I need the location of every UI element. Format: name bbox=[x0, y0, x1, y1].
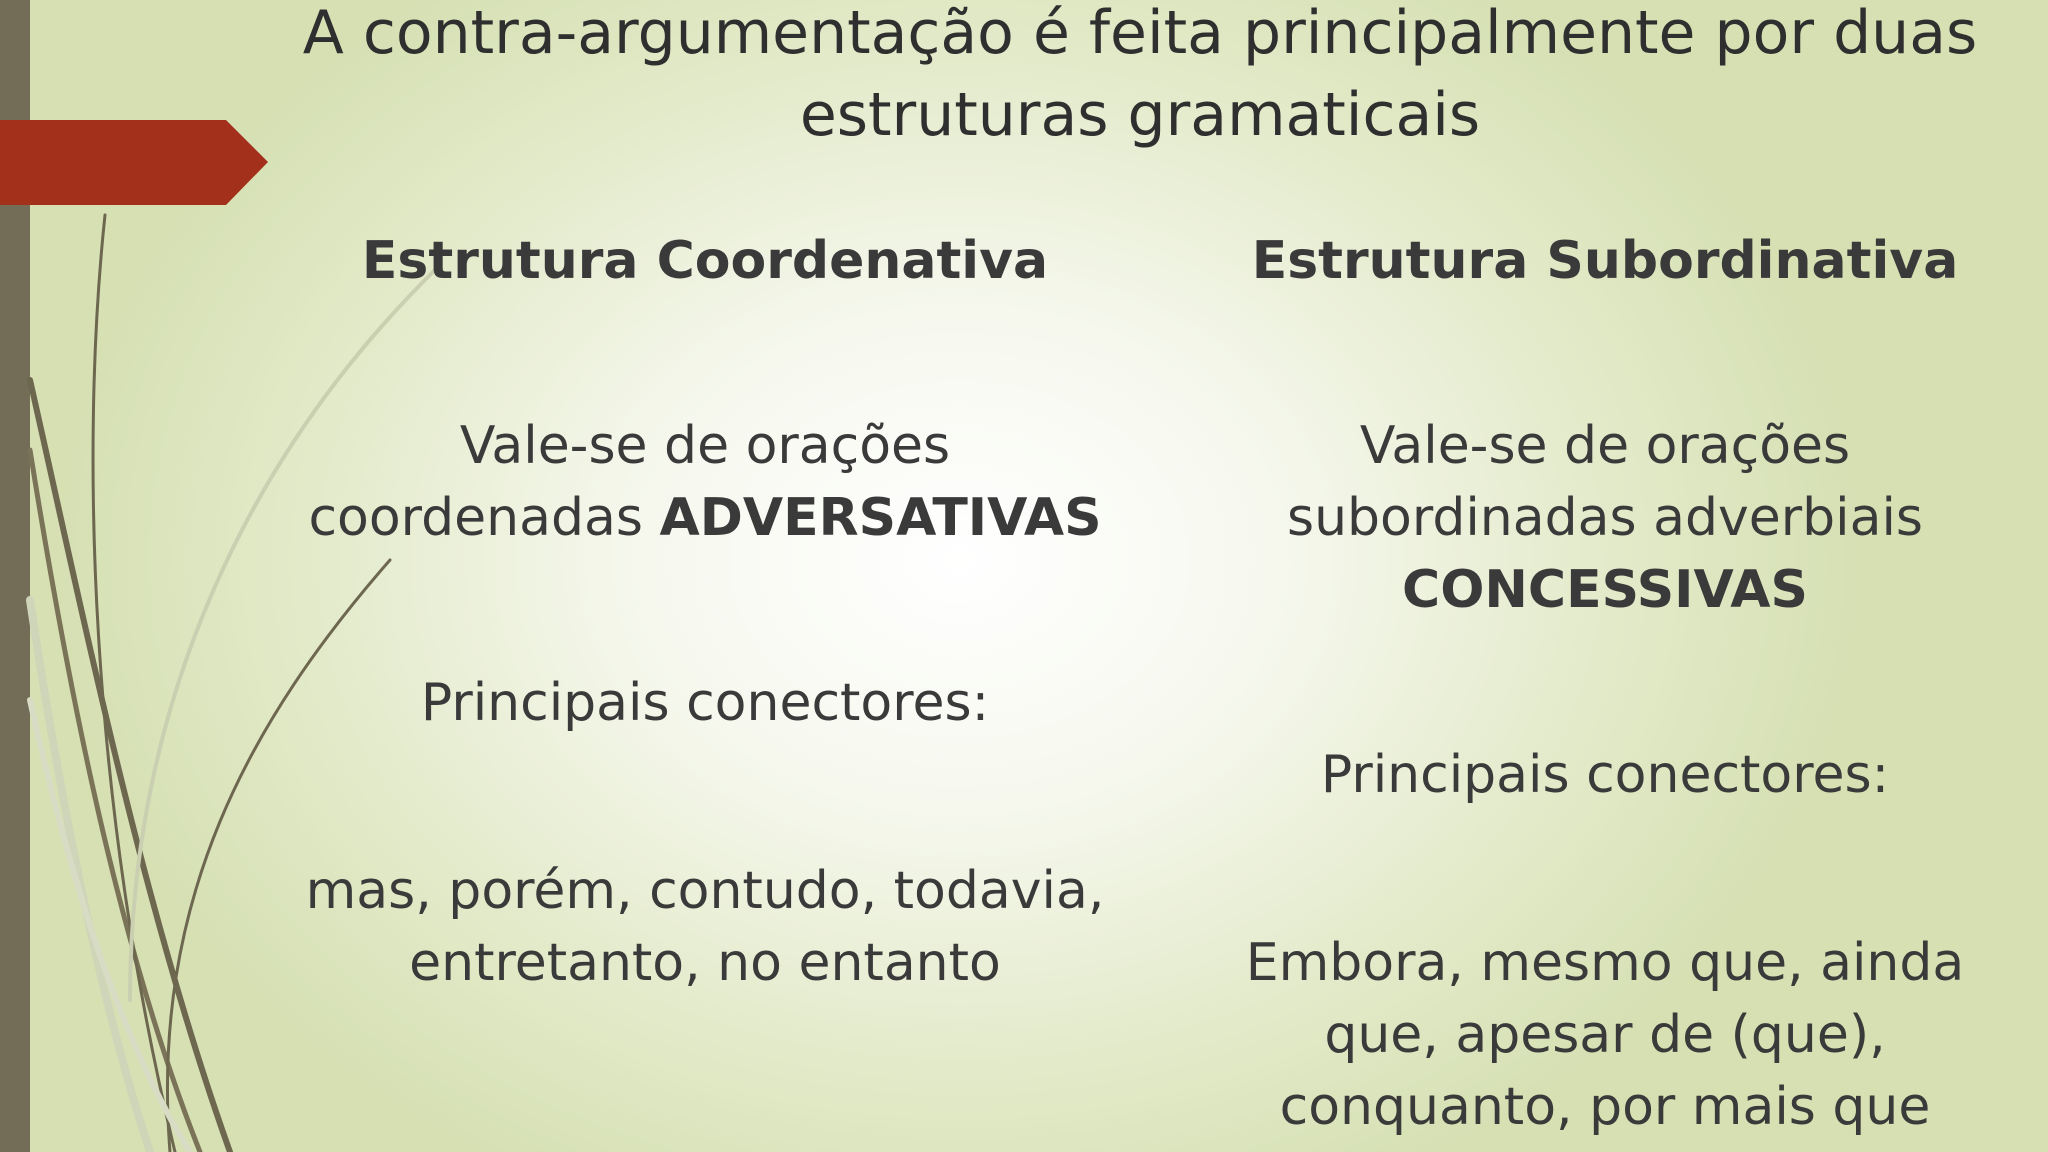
subordinative-connectors: Embora, mesmo que, ainda que, apesar de (que), conquanto, por mais que bbox=[1245, 933, 1965, 1137]
coordinative-description-bold: ADVERSATIVAS bbox=[659, 488, 1102, 548]
slide-title: A contra-argumentação é feita principalmente por duas estruturas gramaticais bbox=[302, 0, 1978, 150]
coordinative-connectors: mas, porém, contudo, todavia, entretanto, no entanto bbox=[305, 861, 1105, 993]
red-arrow-tab bbox=[0, 120, 268, 205]
coordinative-heading: Estrutura Coordenativa bbox=[361, 231, 1049, 291]
subordinative-heading: Estrutura Subordinativa bbox=[1251, 231, 1959, 291]
subordinative-description bbox=[1190, 410, 2020, 626]
coordinative-description bbox=[290, 410, 1120, 554]
subordinative-description-bold: CONCESSIVAS bbox=[1402, 560, 1808, 620]
coordinative-description-text: Vale-se de orações coordenadas bbox=[308, 416, 951, 548]
coordinative-connectors-label: Principais conectores: bbox=[420, 673, 990, 733]
subordinative-description-text: Vale-se de orações subordinadas adverbiais bbox=[1287, 416, 1923, 548]
subordinative-connectors-label: Principais conectores: bbox=[1320, 745, 1890, 805]
